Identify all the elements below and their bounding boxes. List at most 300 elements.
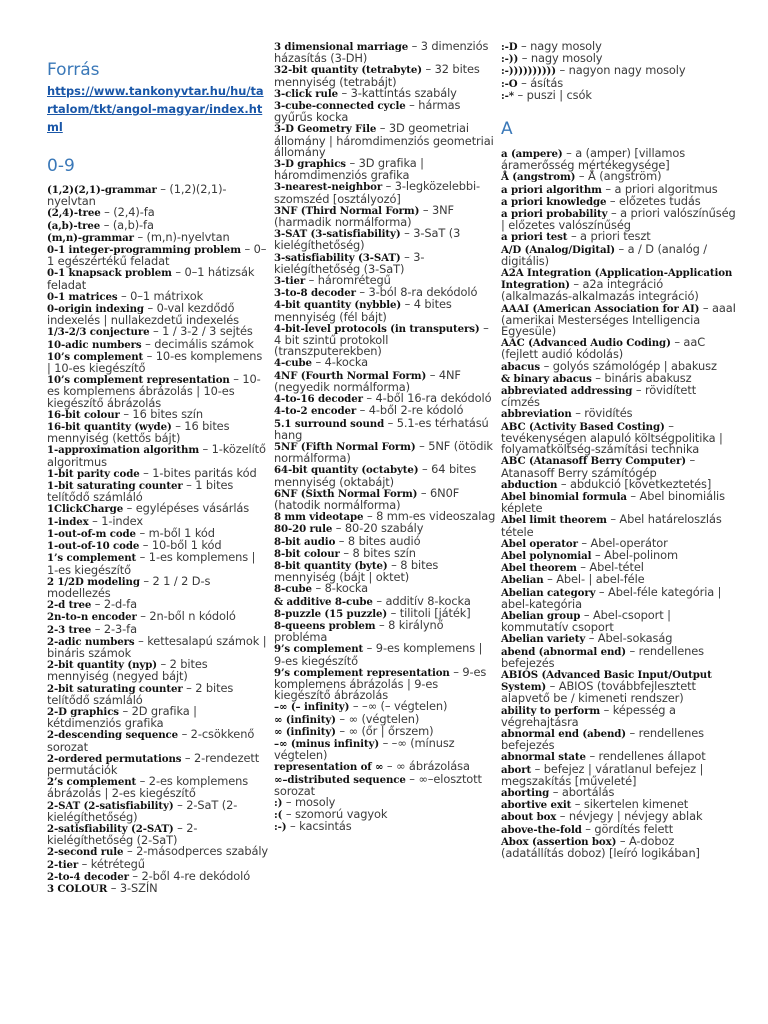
entry-definition: – (m,n)-nyelvtan <box>133 229 230 244</box>
glossary-entry <box>274 771 496 798</box>
entry-definition: – 8 bites mennyiség (bájt | oktet) <box>274 557 439 585</box>
entry-term: Abelian <box>501 574 544 587</box>
entry-term: 2-d tree <box>47 599 92 612</box>
entry-definition: – Å (angström) <box>575 169 662 184</box>
entry-definition: – Abel-sokaság <box>585 631 673 646</box>
entry-definition: – –∞ (– végtelen) <box>349 699 448 714</box>
entry-term: 5NF (Fifth Normal Form) <box>274 440 416 453</box>
entry-definition: – szomorú vagyok <box>282 807 388 822</box>
glossary-entry <box>501 267 736 303</box>
entry-definition: – aaC (fejlett audió kódolás) <box>501 335 706 362</box>
entry-term: ∞ (infinity) <box>274 713 336 726</box>
entry-term: 2-bit saturating counter <box>47 682 183 695</box>
glossary-entry <box>274 123 496 158</box>
entry-definition: – 2-es komplemens ábrázolás | 2-es kiegészítő <box>47 774 249 801</box>
entry-term: AAAI (American Association for AI) <box>501 302 700 315</box>
entry-definition: – bináris abakusz <box>591 370 692 385</box>
entry-term: 3 COLOUR <box>47 882 108 895</box>
glossary-entry <box>47 406 269 421</box>
entry-definition: – 2-SaT (2-kielégíthetőség) <box>47 797 238 824</box>
entry-term: Abelian variety <box>501 633 586 646</box>
entry-definition: – decimális számok <box>141 336 254 351</box>
glossary-entry <box>47 703 269 731</box>
glossary-entry <box>274 158 496 181</box>
entry-definition: – 16 bites szín <box>119 406 203 421</box>
glossary-entry <box>47 680 269 707</box>
entry-term: abbreviated addressing <box>501 385 633 398</box>
entry-definition: – 1-es komplemens | 1-es kiegészítő <box>47 550 256 577</box>
entry-term: 2-adic numbers <box>47 635 135 648</box>
entry-definition: – 2-másodperces szabály <box>123 844 269 859</box>
glossary-entry <box>47 207 269 219</box>
entry-term: 64-bit quantity (octabyte) <box>274 464 419 477</box>
entry-term: 2-bit quantity (nyp) <box>47 659 157 672</box>
entry-term: 2 1/2D modeling <box>47 575 140 588</box>
entry-definition: – tilitoli [játék] <box>387 605 471 620</box>
entry-term: A2A Integration (Application-Application Integration) <box>501 267 733 292</box>
glossary-entry <box>47 374 269 409</box>
entry-term: 3-D graphics <box>274 158 346 171</box>
entry-term: a priori knowledge <box>501 195 607 208</box>
entry-definition: – ∞ (őr | őrszem) <box>335 723 434 738</box>
entry-term: 8-puzzle (15 puzzle) <box>274 607 388 620</box>
section-heading-a: A <box>501 119 513 140</box>
entry-term: 2’s complement <box>47 776 137 789</box>
entry-term: –∞ (– infinity) <box>274 701 350 714</box>
entry-definition: – nagy mosoly <box>517 39 602 53</box>
entry-term: 0-1 integer-programming problem <box>47 244 241 257</box>
entry-term: ABC (Activity Based Costing) <box>501 420 665 433</box>
entry-term: 0-origin indexing <box>47 303 144 316</box>
glossary-entry <box>501 337 736 360</box>
entry-list-0-9-part1 <box>47 184 269 895</box>
glossary-entry <box>501 208 736 231</box>
entry-definition: – képesség a végrehajtásra <box>501 702 676 729</box>
glossary-entry <box>501 87 736 102</box>
entry-term: 5.1 surround sound <box>274 417 385 430</box>
source-link[interactable]: https://www.tankonyvtar.hu/hu/tartalom/tkt/angol-magyar/index.html <box>47 84 264 134</box>
entry-definition: – előzetes tudás <box>606 193 701 208</box>
entry-definition: – mosoly <box>282 795 336 809</box>
entry-definition: – Abel binomiális képlete <box>501 488 725 516</box>
entry-definition: – 10-es komplemens | 10-es kiegészítő <box>47 348 263 376</box>
entry-term: Abelian category <box>501 586 596 599</box>
entry-definition: – 2-3-fa <box>91 621 137 636</box>
entry-definition: – nagy mosoly <box>518 51 603 66</box>
glossary-entry <box>47 729 269 752</box>
entry-term: ability to perform <box>501 704 601 717</box>
glossary-entry <box>47 633 269 660</box>
entry-definition: – 10-ből 1 kód <box>139 538 222 553</box>
entry-term: 2-to-4 decoder <box>47 870 129 883</box>
entry-term: ∞ (infinity) <box>274 725 336 738</box>
entry-term: ∞–distributed sequence <box>274 773 406 786</box>
entry-term: Abelian group <box>501 609 581 622</box>
column-1 <box>47 0 269 895</box>
entry-term: abend (abnormal end) <box>501 645 627 658</box>
entry-definition: – 5NF (ötödik normálforma) <box>274 438 493 466</box>
entry-term: abortive exit <box>501 799 572 812</box>
entry-term: 2-satisfiability (2-SAT) <box>47 822 174 835</box>
glossary-entry <box>274 64 496 87</box>
entry-term: A/D (Analog/Digital) <box>501 243 615 256</box>
glossary-entry <box>274 249 496 276</box>
glossary-entry <box>47 303 269 326</box>
entry-term: 3-SAT (3-satisfiability) <box>274 228 401 241</box>
entry-definition: – 4-ből 16-ra dekódoló <box>362 391 492 406</box>
glossary-entry <box>47 348 269 376</box>
entry-term: :-)))))))))) <box>501 65 556 78</box>
entry-term: 16-bit colour <box>47 408 120 421</box>
entry-definition: – 3D grafika | háromdimenziós grafika <box>274 156 424 183</box>
entry-term: 8 mm videotape <box>274 511 364 524</box>
entry-definition: – 3-SaT (3 kielégíthetőség) <box>274 226 461 253</box>
entry-definition: – Abel-operátor <box>577 535 668 550</box>
entry-definition: – befejez | váratlanul befejez | megszakítás [műveleté] <box>501 761 704 788</box>
glossary-entry <box>47 465 269 480</box>
entry-term: 10’s complement representation <box>47 374 230 387</box>
entry-term: abort <box>501 763 532 776</box>
entry-definition: – a (amper) [villamos áramerősség mértékegysége] <box>501 146 686 173</box>
entry-definition: – ∞ (végtelen) <box>335 711 420 726</box>
entry-definition: – rövidítés <box>571 406 633 421</box>
glossary-entry <box>274 545 496 560</box>
glossary-entry <box>501 833 736 860</box>
entry-definition: – 3-SZÍN <box>107 880 158 895</box>
entry-term: 1-bit saturating counter <box>47 480 183 493</box>
entry-definition: – gördítés felett <box>581 821 674 836</box>
glossary-entry <box>47 244 269 267</box>
entry-definition: – 2D grafika | kétdimenziós grafika <box>47 703 197 731</box>
glossary-entry <box>274 181 496 204</box>
entry-definition: – 2-kielégíthetőség (2-SaT) <box>47 820 198 848</box>
entry-definition: – kettesalapú számok | bináris számok <box>47 633 267 660</box>
entry-definition: – egylépéses vásárlás <box>123 501 250 516</box>
entry-definition: – a priori valószínűség | előzetes valószínűség <box>501 206 736 233</box>
glossary-entry <box>501 488 736 516</box>
entry-definition: – Abel-tétel <box>576 560 644 575</box>
entry-term: 4-to-2 encoder <box>274 405 357 418</box>
glossary-entry <box>501 584 736 611</box>
entry-term: about box <box>501 811 557 824</box>
glossary-entry <box>274 228 496 251</box>
entry-term: 9’s complement <box>274 643 364 656</box>
entry-term: 3-cube-connected cycle <box>274 100 406 113</box>
entry-term: 6NF (Sixth Normal Form) <box>274 487 418 500</box>
entry-term: 8-bit quantity (byte) <box>274 559 388 572</box>
entry-definition: – 3 dimenziós házasítás (3-DH) <box>274 39 489 66</box>
entry-definition: – 16 bites mennyiség (kettős bájt) <box>47 419 230 446</box>
entry-term: :-)) <box>501 53 519 66</box>
entry-term: 1-bit parity code <box>47 467 140 480</box>
entry-definition: – 1-index <box>88 513 144 528</box>
entry-list-0-9-part2 <box>274 41 496 834</box>
glossary-entry <box>47 229 269 244</box>
entry-definition: – 2n-ből n kódoló <box>136 609 236 624</box>
entry-term: 1ClickCharge <box>47 503 124 516</box>
glossary-entry <box>501 514 736 537</box>
entry-definition: – rendellenes befejezés <box>501 725 704 753</box>
glossary-entry <box>501 241 736 268</box>
entry-definition: – 1-bites paritás kód <box>139 465 257 480</box>
entry-term: 32-bit quantity (tetrabyte) <box>274 64 422 77</box>
entry-term: 2-descending sequence <box>47 729 179 742</box>
entry-definition: – Atanasoff Berry számítógép <box>501 453 696 480</box>
entry-definition: – m-ből 1 kód <box>135 525 215 540</box>
entry-term: :-O <box>501 77 518 90</box>
entry-definition: – 2 bites telítődő számláló <box>47 680 234 707</box>
entry-definition: – 4 bit szintű protokoll (transzputerekben) <box>274 320 489 359</box>
entry-definition: – 2 1 / 2 D-s modellezés <box>47 573 211 600</box>
entry-term: ABIOS (Advanced Basic Input/Output System) <box>501 668 712 694</box>
entry-term: (m,n)-grammar <box>47 231 134 244</box>
entry-term: 2-ordered permutations <box>47 752 182 765</box>
glossary-entry <box>274 357 496 369</box>
entry-definition: – 8 mm-es videoszalag <box>363 509 496 524</box>
entry-term: AAC (Advanced Audio Coding) <box>501 337 671 350</box>
entry-definition: – 8 bites szín <box>339 545 416 560</box>
glossary-entry <box>47 444 269 467</box>
entry-term: Å (angstrom) <box>501 171 576 184</box>
entry-definition: – Abel- | abel-féle <box>543 572 645 587</box>
entry-term: 3-satisfiability (3-SAT) <box>274 251 401 264</box>
entry-term: 1-out-of-10 code <box>47 540 140 553</box>
entry-term: (2,4)-tree <box>47 207 101 220</box>
entry-definition: – 4-kocka <box>311 355 369 370</box>
entry-definition: – 4NF (negyedik normálforma) <box>274 367 461 394</box>
entry-definition: – abortálás <box>549 784 615 799</box>
glossary-entry <box>501 418 736 457</box>
entry-definition: – –∞ (mínusz végtelen) <box>274 735 455 763</box>
entry-term: 4NF (Fourth Normal Form) <box>274 369 427 382</box>
glossary-entry <box>274 415 496 442</box>
entry-definition: – (1,2)(2,1)-nyelvtan <box>47 182 227 209</box>
entry-term: ABC (Atanasoff Berry Computer) <box>501 455 686 468</box>
glossary-entry <box>47 820 269 848</box>
entry-term: 8-bit audio <box>274 535 336 548</box>
glossary-entry <box>501 385 736 408</box>
entry-term: a priori algorithm <box>501 183 602 196</box>
entry-term: :-) <box>274 821 287 834</box>
entry-term: 80-20 rule <box>274 523 333 536</box>
entry-definition: – 3-kattintás szabály <box>338 85 457 100</box>
entry-term: :) <box>274 797 283 809</box>
entry-definition: – a2a integráció (alkalmazás-alkalmazás integráció) <box>501 277 699 304</box>
glossary-entry <box>274 617 496 645</box>
glossary-entry <box>274 41 496 64</box>
entry-definition: – 9-es komplemens ábrázolás | 9-es kiegészítő ábrázolás <box>274 664 487 703</box>
entry-term: 3-click rule <box>274 87 338 100</box>
entry-term: 3-D Geometry File <box>274 123 377 136</box>
entry-list-0-9-part3 <box>501 41 736 102</box>
entry-definition: – 4-ből 2-re kódoló <box>356 403 464 418</box>
column-2 <box>274 41 496 834</box>
entry-term: 2-3 tree <box>47 623 92 636</box>
entry-term: above-the-fold <box>501 823 582 836</box>
glossary-entry <box>47 611 269 623</box>
entry-definition: – 2-csökkenő sorozat <box>47 727 255 754</box>
entry-definition: – 8-kocka <box>311 581 369 596</box>
entry-term: 2n-to-n encoder <box>47 611 137 624</box>
entry-definition: – a / D (analóg / digitális) <box>501 241 707 268</box>
entry-definition: – 0–1 mátrixok <box>117 288 204 303</box>
entry-term: 1/3-2/3 conjecture <box>47 326 150 339</box>
entry-term: 3-nearest-neighbor <box>274 181 383 194</box>
glossary-entry <box>501 669 736 705</box>
entry-term: abnormal state <box>501 751 586 764</box>
entry-term: 4-to-16 decoder <box>274 393 363 406</box>
entry-definition: – rövidített címzés <box>501 383 697 410</box>
entry-term: abbreviation <box>501 408 572 421</box>
entry-definition: – tevékenységen alapuló költségpolitika | folyamatköltség-számítási technika <box>501 418 723 457</box>
entry-definition: – ásítás <box>517 75 564 90</box>
glossary-entry <box>274 100 496 123</box>
glossary-entry <box>274 485 496 512</box>
entry-term: 3 dimensional marriage <box>274 41 409 53</box>
glossary-entry <box>47 750 269 777</box>
entry-definition: – 2-rendezett permutációk <box>47 750 260 777</box>
entry-definition: – 80-20 szabály <box>332 521 424 536</box>
entry-definition: – 0–1 egészértékű feladat <box>47 242 267 269</box>
entry-definition: – Abel-csoport | kommutatív csoport <box>501 607 671 635</box>
entry-definition: – névjegy | névjegy ablak <box>556 809 703 824</box>
entry-definition: – kacsintás <box>286 819 352 834</box>
glossary-entry <box>501 455 736 478</box>
entry-definition: – (a,b)-fa <box>100 217 154 232</box>
entry-definition: – ABIOS (továbbfejlesztett alapvető be / kimeneti rendszer) <box>501 679 696 706</box>
entry-term: & binary abacus <box>501 372 592 385</box>
glossary-entry <box>47 480 269 503</box>
entry-term: 16-bit quantity (wyde) <box>47 421 172 434</box>
glossary-entry <box>47 776 269 799</box>
entry-definition: – hármas gyűrűs kocka <box>274 98 461 125</box>
entry-term: 2-D graphics <box>47 705 119 718</box>
glossary-entry <box>274 85 496 100</box>
entry-term: 4-bit quantity (nybble) <box>274 299 402 312</box>
entry-term: 3NF (Third Normal Form) <box>274 204 420 217</box>
entry-term: :( <box>274 809 283 822</box>
glossary-entry <box>47 868 269 883</box>
entry-term: & additive 8-cube <box>274 595 373 608</box>
entry-definition: – nagyon nagy mosoly <box>556 63 686 78</box>
entry-term: 2-second rule <box>47 846 124 859</box>
entry-term: 4-bit-level protocols (in transputers) <box>274 322 480 335</box>
glossary-entry <box>47 267 269 290</box>
entry-definition: – 9-es komplemens | 9-es kiegészítő <box>274 641 483 668</box>
entry-definition: – sikertelen kimenet <box>571 797 689 812</box>
entry-definition: – ∞–elosztott sorozat <box>274 771 482 798</box>
glossary-entry <box>274 643 496 666</box>
glossary-entry <box>274 367 496 394</box>
entry-term: Abox (assertion box) <box>501 835 617 848</box>
glossary-entry <box>47 880 269 895</box>
glossary-entry <box>501 761 736 788</box>
entry-definition: – 10-es komplemens ábrázolás | 10-es kiegészítő ábrázolás <box>47 372 261 410</box>
entry-definition: – Abel-polinom <box>591 547 679 562</box>
glossary-entry <box>47 573 269 600</box>
entry-term: abduction <box>501 478 558 491</box>
glossary-entry <box>274 464 496 487</box>
entry-term: 0-1 matrices <box>47 290 118 303</box>
glossary-entry <box>274 299 496 322</box>
entry-definition: – 8 bites audió <box>335 533 421 548</box>
entry-term: Abel polynomial <box>501 549 592 562</box>
glossary-entry <box>274 202 496 230</box>
entry-definition: – 1 / 3-2 / 3 sejtés <box>149 324 253 339</box>
entry-term: Abel theorem <box>501 562 577 575</box>
entry-definition: – a priori algoritmus <box>601 181 718 196</box>
entry-term: 3-to-8 decoder <box>274 287 356 300</box>
entry-term: a priori test <box>501 231 568 244</box>
entry-definition: – A-doboz (adatállítás doboz) [leíró logikában] <box>501 833 700 860</box>
entry-definition: – 3-kielégíthetőség (3-SaT) <box>274 249 425 276</box>
entry-definition: – 3-ból 8-ra dekódoló <box>355 285 478 300</box>
entry-definition: – 5.1-es térhatású hang <box>274 415 489 442</box>
entry-term: 1-out-of-m code <box>47 527 136 540</box>
entry-definition: – 2-d-fa <box>91 597 137 612</box>
entry-definition: – abdukció [következtetés] <box>557 476 712 491</box>
entry-term: a (ampere) <box>501 148 563 161</box>
glossary-entry <box>47 659 269 682</box>
glossary-entry <box>274 821 496 833</box>
entry-term: 8-queens problem <box>274 619 376 632</box>
glossary-entry <box>501 408 736 420</box>
glossary-entry <box>274 557 496 585</box>
entry-definition: – 3D geometriai állomány | háromdimenziós geometriai állomány <box>274 121 494 159</box>
entry-definition: – 1 bites telítődő számláló <box>47 478 234 505</box>
entry-term: (1,2)(2,1)-grammar <box>47 184 157 196</box>
glossary-entry <box>47 552 269 575</box>
entry-term: representation of ∞ <box>274 761 384 774</box>
entry-definition: – 0-val kezdődő indexelés | nullakezdetű indexelés <box>47 301 240 328</box>
entry-term: Abel binomial formula <box>501 490 627 503</box>
section-heading-0-9: 0-9 <box>47 156 75 176</box>
glossary-entry <box>501 300 736 339</box>
entry-definition: – 3-legközelebbi-szomszéd [osztályozó] <box>274 179 481 206</box>
glossary-entry <box>501 148 736 171</box>
glossary-entry <box>47 503 269 515</box>
entry-term: 10’s complement <box>47 350 144 363</box>
glossary-entry <box>47 184 269 207</box>
entry-definition: – rendellenes állapot <box>585 749 706 764</box>
entry-definition: – 2-ből 4-re dekódoló <box>128 868 251 883</box>
entry-definition: – 64 bites mennyiség (oktabájt) <box>274 462 477 489</box>
entry-term: 1-index <box>47 515 89 528</box>
entry-definition: – (2,4)-fa <box>100 205 155 220</box>
entry-definition: – 0–1 hátizsák feladat <box>47 265 255 292</box>
glossary-entry <box>501 643 736 670</box>
entry-definition: – 2 bites mennyiség (negyed bájt) <box>47 657 208 684</box>
glossary-entry <box>274 735 496 763</box>
entry-term: aborting <box>501 786 550 799</box>
entry-term: abacus <box>501 360 541 373</box>
entry-definition: – 8 királynő probléma <box>274 617 444 645</box>
entry-term: 9’s complement representation <box>274 666 450 679</box>
entry-definition: – 1-közelítő algoritmus <box>47 442 266 469</box>
entry-term: a priori probability <box>501 208 608 221</box>
glossary-entry <box>274 320 496 359</box>
entry-term: 1’s complement <box>47 552 137 565</box>
entry-definition: – háromrétegű <box>305 273 391 288</box>
entry-definition: – golyós számológép | abakusz <box>540 358 717 373</box>
entry-definition: – rendellenes befejezés <box>501 643 704 670</box>
entry-term: 8-cube <box>274 583 312 596</box>
entry-term: 3-tier <box>274 275 306 288</box>
entry-term: (a,b)-tree <box>47 219 101 232</box>
entry-term: 0-1 knapsack problem <box>47 267 172 280</box>
entry-definition: – Abel határeloszlás tétele <box>501 512 722 539</box>
entry-term: 2-tier <box>47 858 79 871</box>
